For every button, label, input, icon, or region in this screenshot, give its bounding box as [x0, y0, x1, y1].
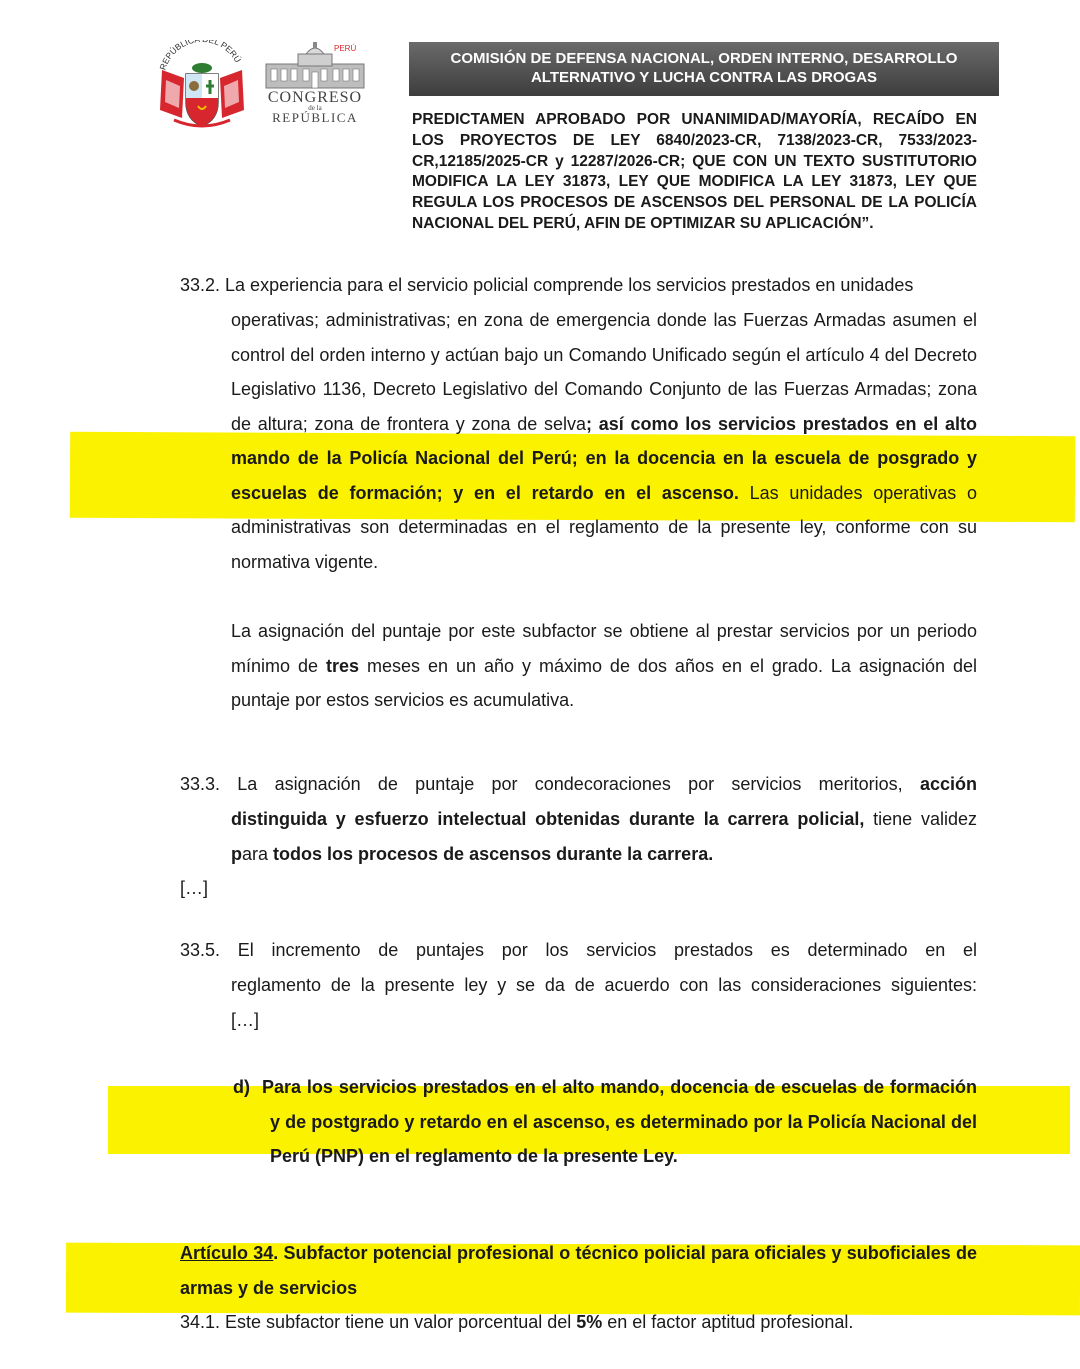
paragraph-33-2-text: operativas; administrativas; en zona de emergencia donde las Fuerzas Armadas asumen el control del orden interno y actúan bajo un Comando Unificado según el artículo 4 del Decreto Legislativo 1136, Decreto Legislativo del Comando Conjunto de las Fuerzas Armadas; zona de altura; zona de frontera y zona de selva: [231, 310, 977, 434]
paragraph-33-3-line1: 33.3. La asignación de puntaje por condecoraciones por servicios meritorios,: [180, 774, 903, 794]
paragraph-33-5-first-line: [180, 933, 977, 968]
paragraph-33-2-asignacion: [231, 614, 977, 718]
paragraph-33-3-bold3: todos los procesos de ascensos durante la carrera.: [273, 843, 714, 864]
congreso-word: CONGRESO: [267, 89, 363, 106]
paragraph-33-3-bold1: acción: [919, 774, 977, 794]
asignacion-bold: tres: [325, 655, 360, 676]
congreso-republica: REPÚBLICA: [272, 110, 358, 125]
paragraph-33-3-text: tiene validez: [864, 809, 977, 829]
paragraph-33-2-text-end: Las unidades operativas o administrativas son determinadas en el reglamento de la presente ley, conforme con su normativa vigente.: [231, 482, 977, 572]
article-34-heading: [180, 1236, 977, 1305]
paragraph-33-2-first-line: [180, 268, 977, 303]
paragraph-34-1-text-b: en el factor aptitud profesional.: [602, 1312, 854, 1332]
congreso-de-la: de la: [308, 104, 322, 112]
paragraph-33-2-line1: 33.2. La experiencia para el servicio policial comprende los servicios prestados en unidades: [180, 275, 914, 295]
asignacion-text-b: meses en un año y máximo de dos años en el grado. La asignación del puntaje por estos servicios es acumulativa.: [231, 655, 977, 710]
paragraph-34-1: [180, 1305, 977, 1340]
paragraph-33-3-bold2: distinguida y esfuerzo intelectual obtenidas durante la carrera policial,: [231, 809, 865, 829]
paragraph-33-5-body: [231, 968, 977, 1037]
paragraph-33-2-bold: ; así como los servicios prestados en el alto mando de la Policía Nacional del Perú; en la docencia en la escuela de posgrado y escuelas de formación; y en el retardo en el ascenso.: [231, 413, 978, 503]
congreso-peru-small: PERÚ: [334, 44, 357, 53]
paragraph-33-3-bold-p: p: [231, 843, 242, 864]
paragraph-33-5-line2: reglamento de la presente ley y se da de acuerdo con las consideraciones siguientes:: [231, 975, 977, 995]
paragraph-33-2-body: [231, 303, 977, 579]
predictamen-title: PREDICTAMEN APROBADO POR UNANIMIDAD/MAYORÍA, RECAÍDO EN LOS PROYECTOS DE LEY 6840/2023-CR, 7138/2023-CR, 7533/2023-CR,12185/2025-CR y 12287/2026-CR; QUE CON UN TEXTO SUSTITUTORIO MODIFICA LA LEY 31873, LEY QUE MODIFICA LA LEY 31873, LEY QUE REGULA LOS PROCESOS DE ASCENSOS DEL PERSONAL DE LA POLICÍA NACIONAL DEL PERÚ, AFIN DE OPTIMIZAR SU APLICACIÓN”.: [412, 111, 977, 232]
paragraph-34-1-bold: 5%: [576, 1312, 603, 1332]
article-34-title: . Subfactor potencial profesional o técnico policial para oficiales y suboficiales de armas y de servicios: [180, 1243, 977, 1298]
item-d-text: Para los servicios prestados en el alto mando, docencia de escuelas de formación y de postgrado y retardo en el ascenso, es determinado por la Policía Nacional del Perú (PNP) en el reglamento de la presente Ley.: [262, 1077, 977, 1166]
asignacion-text-a: La asignación del puntaje por este subfactor se obtiene al prestar servicios por un periodo mínimo de: [231, 621, 977, 676]
paragraph-33-3-first-line: [180, 767, 977, 802]
commission-banner: COMISIÓN DE DEFENSA NACIONAL, ORDEN INTERNO, DESARROLLO ALTERNATIVO Y LUCHA CONTRA LAS DROGAS: [409, 42, 999, 96]
congreso-logo: [262, 42, 368, 128]
paragraph-33-5-line1: 33.5. El incremento de puntajes por los servicios prestados es determinado en el: [180, 940, 977, 960]
item-d-label: d): [233, 1077, 250, 1097]
escudo-motto: REPÚBLIC EL PERÚ: [157, 40, 244, 72]
paragraph-33-3-text2: ara: [242, 843, 274, 864]
article-34-label: Artículo 34: [180, 1243, 274, 1263]
paragraph-33-3-body: [231, 802, 977, 871]
escudo-peru-logo: [152, 40, 252, 132]
paragraph-34-1-text-a: 34.1. Este subfactor tiene un valor porcentual del: [180, 1312, 577, 1332]
ellipsis-1: […]: [180, 878, 209, 898]
ellipsis-2: […]: [231, 1009, 260, 1030]
